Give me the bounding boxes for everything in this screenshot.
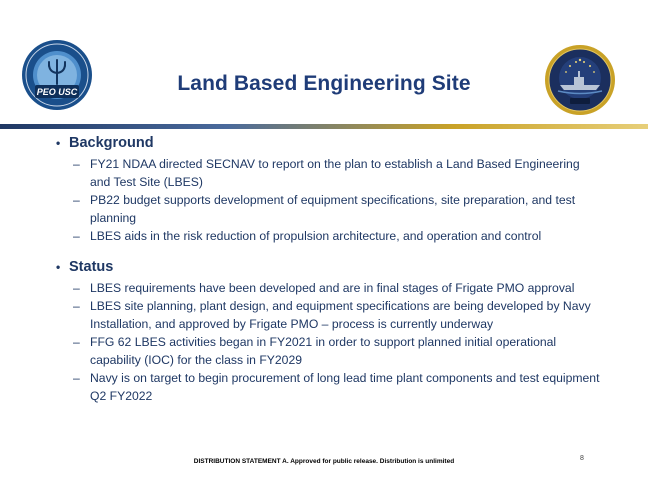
dash-icon: –	[73, 335, 80, 349]
distribution-statement: DISTRIBUTION STATEMENT A. Approved for public release. Distribution is unlimited	[193, 458, 455, 465]
section-heading: Status	[69, 259, 114, 275]
list-item: – LBES site planning, plant design, and equipment specifications are being developed by Navy Installation, and approved by Frigate PMO – process is currently underway	[73, 299, 591, 331]
list-item: – LBES aids in the risk reduction of propulsion architecture, and operation and control	[73, 229, 542, 243]
peo-usc-seal-icon	[20, 38, 94, 112]
dash-icon: –	[73, 157, 80, 171]
page-title: Land Based Engineering Site	[177, 72, 471, 95]
dash-icon: –	[73, 229, 80, 243]
dash-icon: –	[73, 281, 80, 295]
bullet-icon: •	[56, 136, 61, 150]
content-body	[56, 135, 601, 405]
bullet-icon: •	[56, 260, 61, 274]
list-item: – LBES requirements have been developed and are in final stages of Frigate PMO approval	[73, 281, 575, 295]
section-heading: Background	[69, 135, 154, 151]
list-item: – PB22 budget supports development of equipment specifications, site preparation, and test planning	[73, 193, 576, 225]
dash-icon: –	[73, 193, 80, 207]
title-divider	[0, 116, 648, 121]
list-item: – FFG 62 LBES activities began in FY2021 in order to support planned initial operational capability (IOC) for the class in FY2029	[73, 335, 557, 367]
dash-icon: –	[73, 371, 80, 385]
dash-icon: –	[73, 299, 80, 313]
constellation-frigate-seal-icon	[544, 44, 616, 116]
page-number: 8	[580, 455, 584, 462]
list-item: – Navy is on target to begin procurement of long lead time plant components and test equipment Q2 FY2022	[73, 371, 600, 403]
logo-left-text: PEO USC	[36, 87, 78, 97]
section-status	[56, 259, 601, 405]
list-item: – FY21 NDAA directed SECNAV to report on the plan to establish a Land Based Engineering and Test Site (LBES)	[73, 157, 580, 189]
section-background	[56, 135, 601, 245]
